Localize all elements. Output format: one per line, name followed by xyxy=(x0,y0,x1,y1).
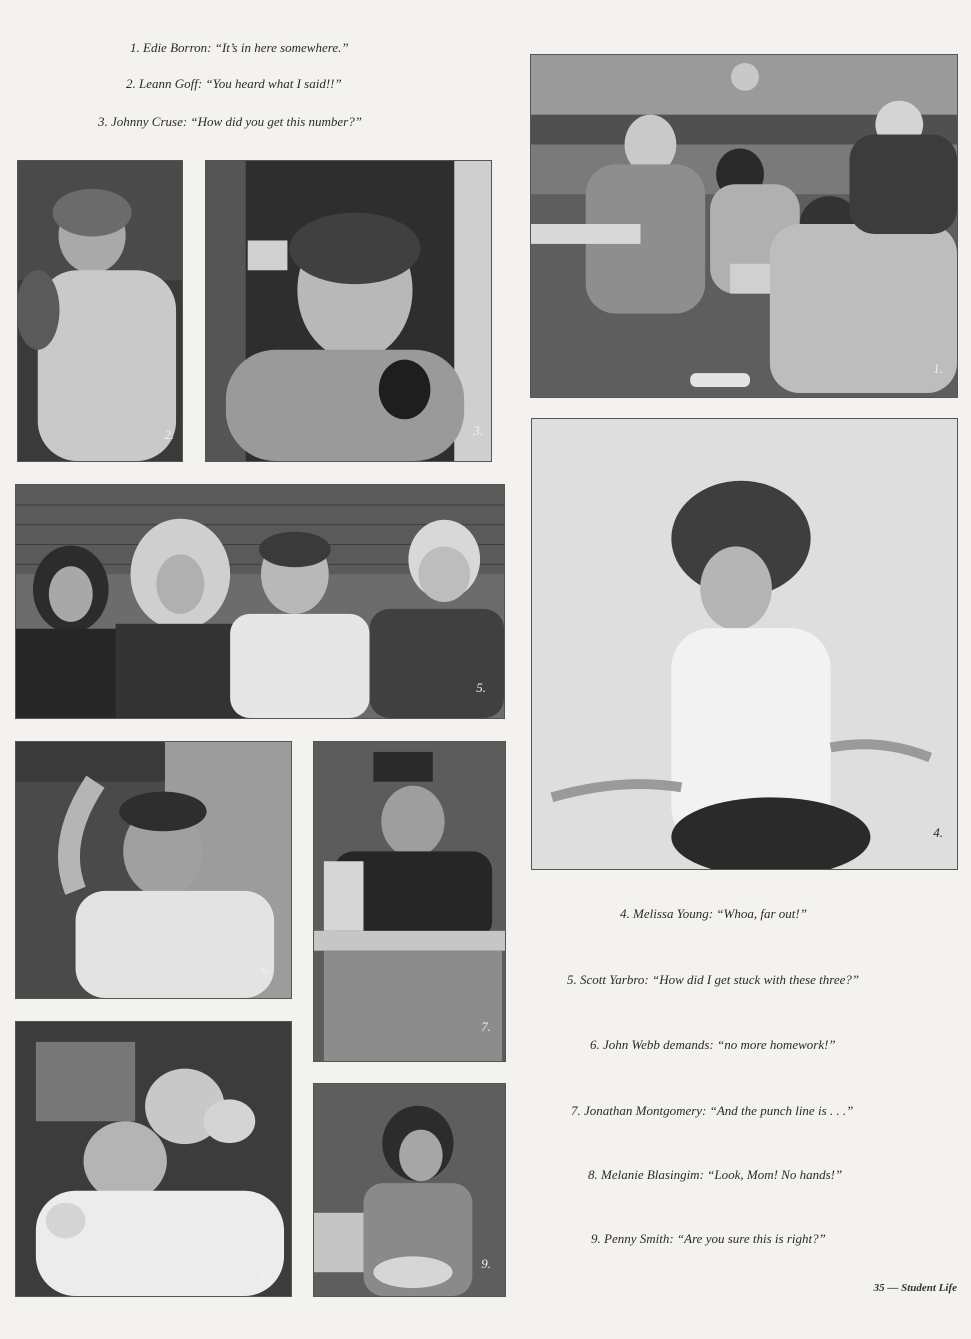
caption-8: 8. Melanie Blasingim: “Look, Mom! No hands!” xyxy=(588,1167,843,1182)
photo-2-leann-goff xyxy=(17,160,183,462)
photo-number-4: 4. xyxy=(933,825,943,840)
photo-3-johnny-cruse xyxy=(205,160,492,462)
caption-4: 4. Melissa Young: “Whoa, far out!” xyxy=(620,906,807,921)
caption-2: 2. Leann Goff: “You heard what I said!!” xyxy=(126,76,342,91)
photo-8-melanie-blasingim xyxy=(15,1021,292,1297)
photo-number-2: 2. xyxy=(164,427,174,442)
caption-9: 9. Penny Smith: “Are you sure this is right?” xyxy=(591,1231,826,1246)
photo-6-john-webb xyxy=(15,741,292,999)
caption-6: 6. John Webb demands: “no more homework!” xyxy=(590,1037,836,1052)
photo-5-group xyxy=(15,484,505,719)
caption-7: 7. Jonathan Montgomery: “And the punch line is . . .” xyxy=(571,1103,854,1118)
photo-7-jonathan-montgomery xyxy=(313,741,506,1062)
photo-number-6: 6. xyxy=(261,962,271,977)
caption-3: 3. Johnny Cruse: “How did you get this number?” xyxy=(98,114,362,129)
photo-number-8: 8. xyxy=(261,1268,271,1283)
photo-1-classroom xyxy=(530,54,958,398)
photo-number-9: 9. xyxy=(481,1256,491,1271)
photo-number-1: 1. xyxy=(933,361,943,376)
photo-number-5: 5. xyxy=(476,680,486,695)
caption-5: 5. Scott Yarbro: “How did I get stuck with these three?” xyxy=(567,972,860,987)
photo-9-penny-smith xyxy=(313,1083,506,1297)
photo-number-3: 3. xyxy=(473,423,483,438)
caption-1: 1. Edie Borron: “It’s in here somewhere.” xyxy=(130,40,349,55)
photo-number-7: 7. xyxy=(481,1019,491,1034)
page-footer: 35 — Student Life xyxy=(873,1282,957,1294)
photo-4-melissa-young xyxy=(531,418,958,870)
